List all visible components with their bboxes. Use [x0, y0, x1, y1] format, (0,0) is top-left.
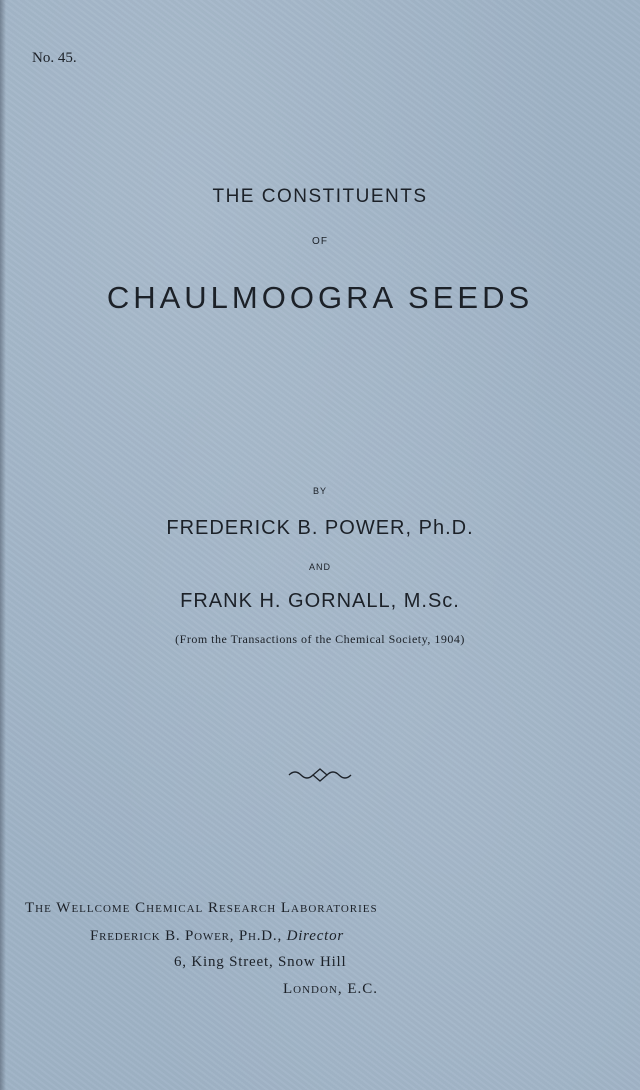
page-edge-shadow [0, 0, 6, 1090]
byline-label: BY [312, 486, 327, 496]
title-line-1: THE CONSTITUENTS [212, 186, 428, 207]
address-city: London, E.C. [283, 981, 379, 997]
author-2: FRANK H. GORNALL, M.Sc. [180, 590, 460, 612]
main-title: CHAULMOOGRA SEEDS [106, 280, 534, 315]
author-1: FREDERICK B. POWER, Ph.D. [166, 517, 474, 539]
address-street: 6, King Street, Snow Hill [174, 954, 347, 970]
director-line [90, 928, 344, 945]
author-conjunction: AND [308, 562, 331, 572]
publication-number: No. 45. [32, 50, 77, 66]
source-note: (From the Transactions of the Chemical Society, 1904) [175, 632, 465, 646]
publisher-line: The Wellcome Chemical Research Laboratories [25, 900, 378, 916]
title-connector: OF [312, 236, 328, 247]
director-name: Frederick B. Power, Ph.D., [90, 928, 282, 944]
director-role: Director [286, 928, 345, 944]
scroll-ornament-icon [287, 767, 353, 783]
